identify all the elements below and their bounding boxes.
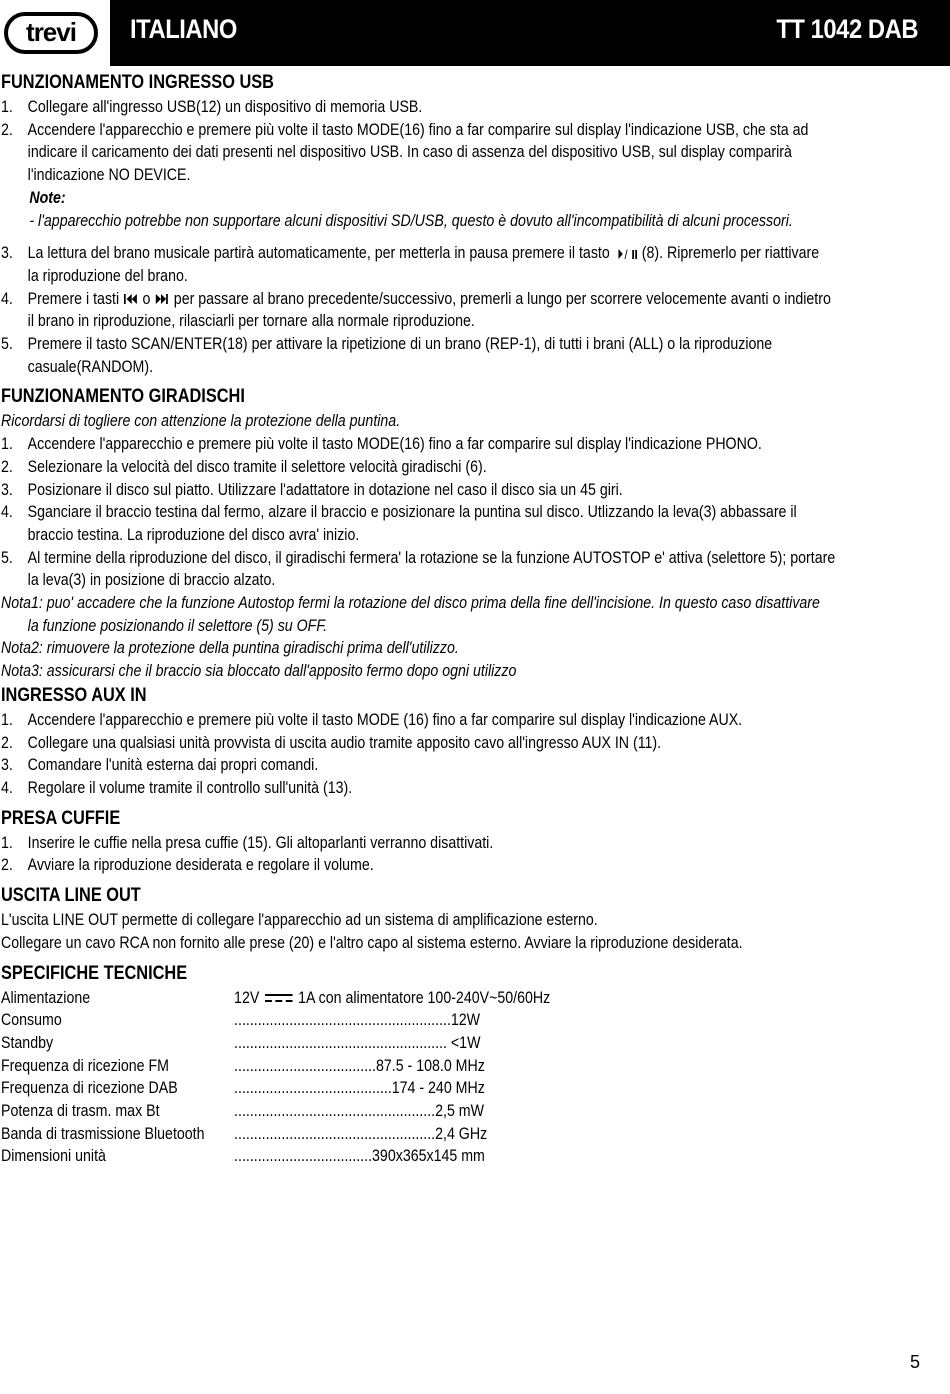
- list-item-continuation: indicare il caricamento dei dati presenti nel dispositivo USB. In caso di assenza del dispositivo USB, sul display comparirà: [27, 143, 792, 162]
- list-item: 1. Collegare all'ingresso USB(12) un dispositivo di memoria USB.: [1, 98, 423, 116]
- skip-next-icon: [154, 288, 169, 311]
- list-item-continuation: la riproduzione del brano.: [27, 266, 188, 285]
- list-item-continuation: il brano in riproduzione, rilasciarli per tornare alla normale riproduzione.: [27, 312, 475, 331]
- spec-row: Frequenza di ricezione DAB ........................................174 - 240 MHz: [1, 1079, 485, 1098]
- spec-row: Standby ...................................................... <1W: [1, 1033, 481, 1052]
- headphones-section-title: PRESA CUFFIE: [1, 807, 121, 829]
- specs-table: [1, 987, 941, 1169]
- phono-section-title: FUNZIONAMENTO GIRADISCHI: [1, 386, 245, 408]
- lineout-paragraph: L'uscita LINE OUT permette di collegare l'apparecchio ad un sistema di amplificazione esterno.: [1, 911, 598, 930]
- spec-row: Frequenza di ricezione FM ....................................87.5 - 108.0 MHz: [1, 1056, 485, 1075]
- nota-1-continuation: la funzione posizionando il selettore (5) su OFF.: [27, 616, 328, 635]
- note-text: - l'apparecchio potrebbe non supportare alcuni dispositivi SD/USB, questo è dovuto all'incompatibilità di alcuni processori.: [29, 211, 793, 230]
- skip-previous-icon: [123, 288, 138, 311]
- lineout-section-title: USCITA LINE OUT: [1, 885, 141, 907]
- aux-section-title: INGRESSO AUX IN: [1, 684, 147, 706]
- list-item: 4. Sganciare il braccio testina dal fermo, alzare il braccio e posizionare la puntina sul disco. Utlizzando la leva(3) abbassare il: [1, 503, 797, 522]
- list-item: 1. Accendere l'apparecchio e premere più volte il tasto MODE (16) fino a far comparire sul display l'indicazione AUX.: [1, 710, 743, 729]
- list-item: 2. Selezionare la velocità del disco tramite il selettore velocità giradischi (6).: [1, 457, 487, 476]
- list-item: 4. Regolare il volume tramite il controllo sull'unità (13).: [1, 778, 353, 797]
- list-item: 3. Comandare l'unità esterna dai propri comandi.: [1, 756, 319, 775]
- list-item: 3. La lettura del brano musicale partirà automaticamente, per metterla in pausa premere il tasto / (8). Ripremerlo per riattivare: [1, 242, 950, 265]
- logo-area: [0, 0, 110, 66]
- list-item: 5. Premere il tasto SCAN/ENTER(18) per attivare la ripetizione di un brano (REP-1), di tutti i brani (ALL) o la riproduzione: [1, 335, 773, 354]
- note-label: Note:: [29, 188, 66, 207]
- spec-row: Consumo .......................................................12W: [1, 1011, 481, 1030]
- list-item: 1. Accendere l'apparecchio e premere più volte il tasto MODE(16) fino a far comparire sul display l'indicazione PHONO.: [1, 435, 762, 454]
- model-title: TT 1042 DAB: [776, 14, 918, 44]
- nota-2: Nota2: rimuovere la protezione della puntina giradischi prima dell'utilizzo.: [1, 639, 459, 658]
- list-item: 3. Posizionare il disco sul piatto. Utilizzare l'adattatore in dotazione nel caso il disco sia un 45 giri.: [1, 480, 623, 499]
- trevi-logo: trevi: [4, 12, 98, 54]
- list-item-continuation: casuale(RANDOM).: [27, 357, 154, 376]
- list-item: 5. Al termine della riproduzione del disco, il giradischi fermera' la rotazione se la funzione AUTOSTOP e' attiva (selettore 5); portare: [1, 548, 836, 567]
- page-header: [0, 0, 950, 66]
- manual-content: [1, 70, 941, 1168]
- spec-row: Potenza di trasm. max Bt ...................................................2,5 mW: [1, 1101, 485, 1120]
- list-item: 2. Collegare una qualsiasi unità provvista di uscita audio tramite apposito cavo all'ingresso AUX IN (11).: [1, 733, 662, 752]
- play-pause-icon: [614, 242, 638, 265]
- nota-3: Nota3: assicurarsi che il braccio sia bloccato dall'apposito fermo dopo ogni utilizzo: [1, 662, 517, 681]
- list-item: 2. Avviare la riproduzione desiderata e regolare il volume.: [1, 856, 374, 875]
- spec-row: Banda di trasmissione Bluetooth ...................................................2,4 GHz: [1, 1124, 488, 1143]
- svg-text:/: /: [624, 247, 629, 260]
- list-item: 4. Premere i tasti o per passare al brano precedente/successivo, premerli a lungo per scorrere velocemente avanti o indietro: [1, 288, 950, 311]
- spec-row: Dimensioni unità ...................................390x365x145 mm: [1, 1147, 485, 1166]
- spec-row: Alimentazione 12V 1A con alimentatore 100-240V~50/60Hz: [1, 987, 934, 1010]
- nota-1: Nota1: puo' accadere che la funzione Autostop fermi la rotazione del disco prima della fine dell'incisione. In questo caso disattivare: [1, 594, 820, 613]
- list-item: 2. Accendere l'apparecchio e premere più volte il tasto MODE(16) fino a far comparire sul display l'indicazione USB, che sta ad: [1, 120, 809, 139]
- specs-section-title: SPECIFICHE TECNICHE: [1, 962, 188, 984]
- page-number: 5: [909, 1352, 920, 1372]
- list-item: 1. Inserire le cuffie nella presa cuffie (15). Gli altoparlanti verranno disattivati.: [1, 833, 494, 852]
- phono-intro: Ricordarsi di togliere con attenzione la protezione della puntina.: [1, 412, 401, 431]
- lineout-paragraph: Collegare un cavo RCA non fornito alle prese (20) e l'altro capo al sistema esterno. Avviare la riproduzione desiderata.: [1, 933, 743, 952]
- list-item-continuation: l'indicazione NO DEVICE.: [27, 166, 191, 185]
- list-item-continuation: la leva(3) in posizione di braccio alzato.: [27, 571, 276, 590]
- usb-section-title: FUNZIONAMENTO INGRESSO USB: [1, 72, 274, 93]
- language-title: ITALIANO: [130, 14, 237, 44]
- list-item-continuation: braccio testina. La riproduzione del disco avra' inizio.: [27, 525, 360, 544]
- dc-symbol-icon: [263, 987, 294, 1010]
